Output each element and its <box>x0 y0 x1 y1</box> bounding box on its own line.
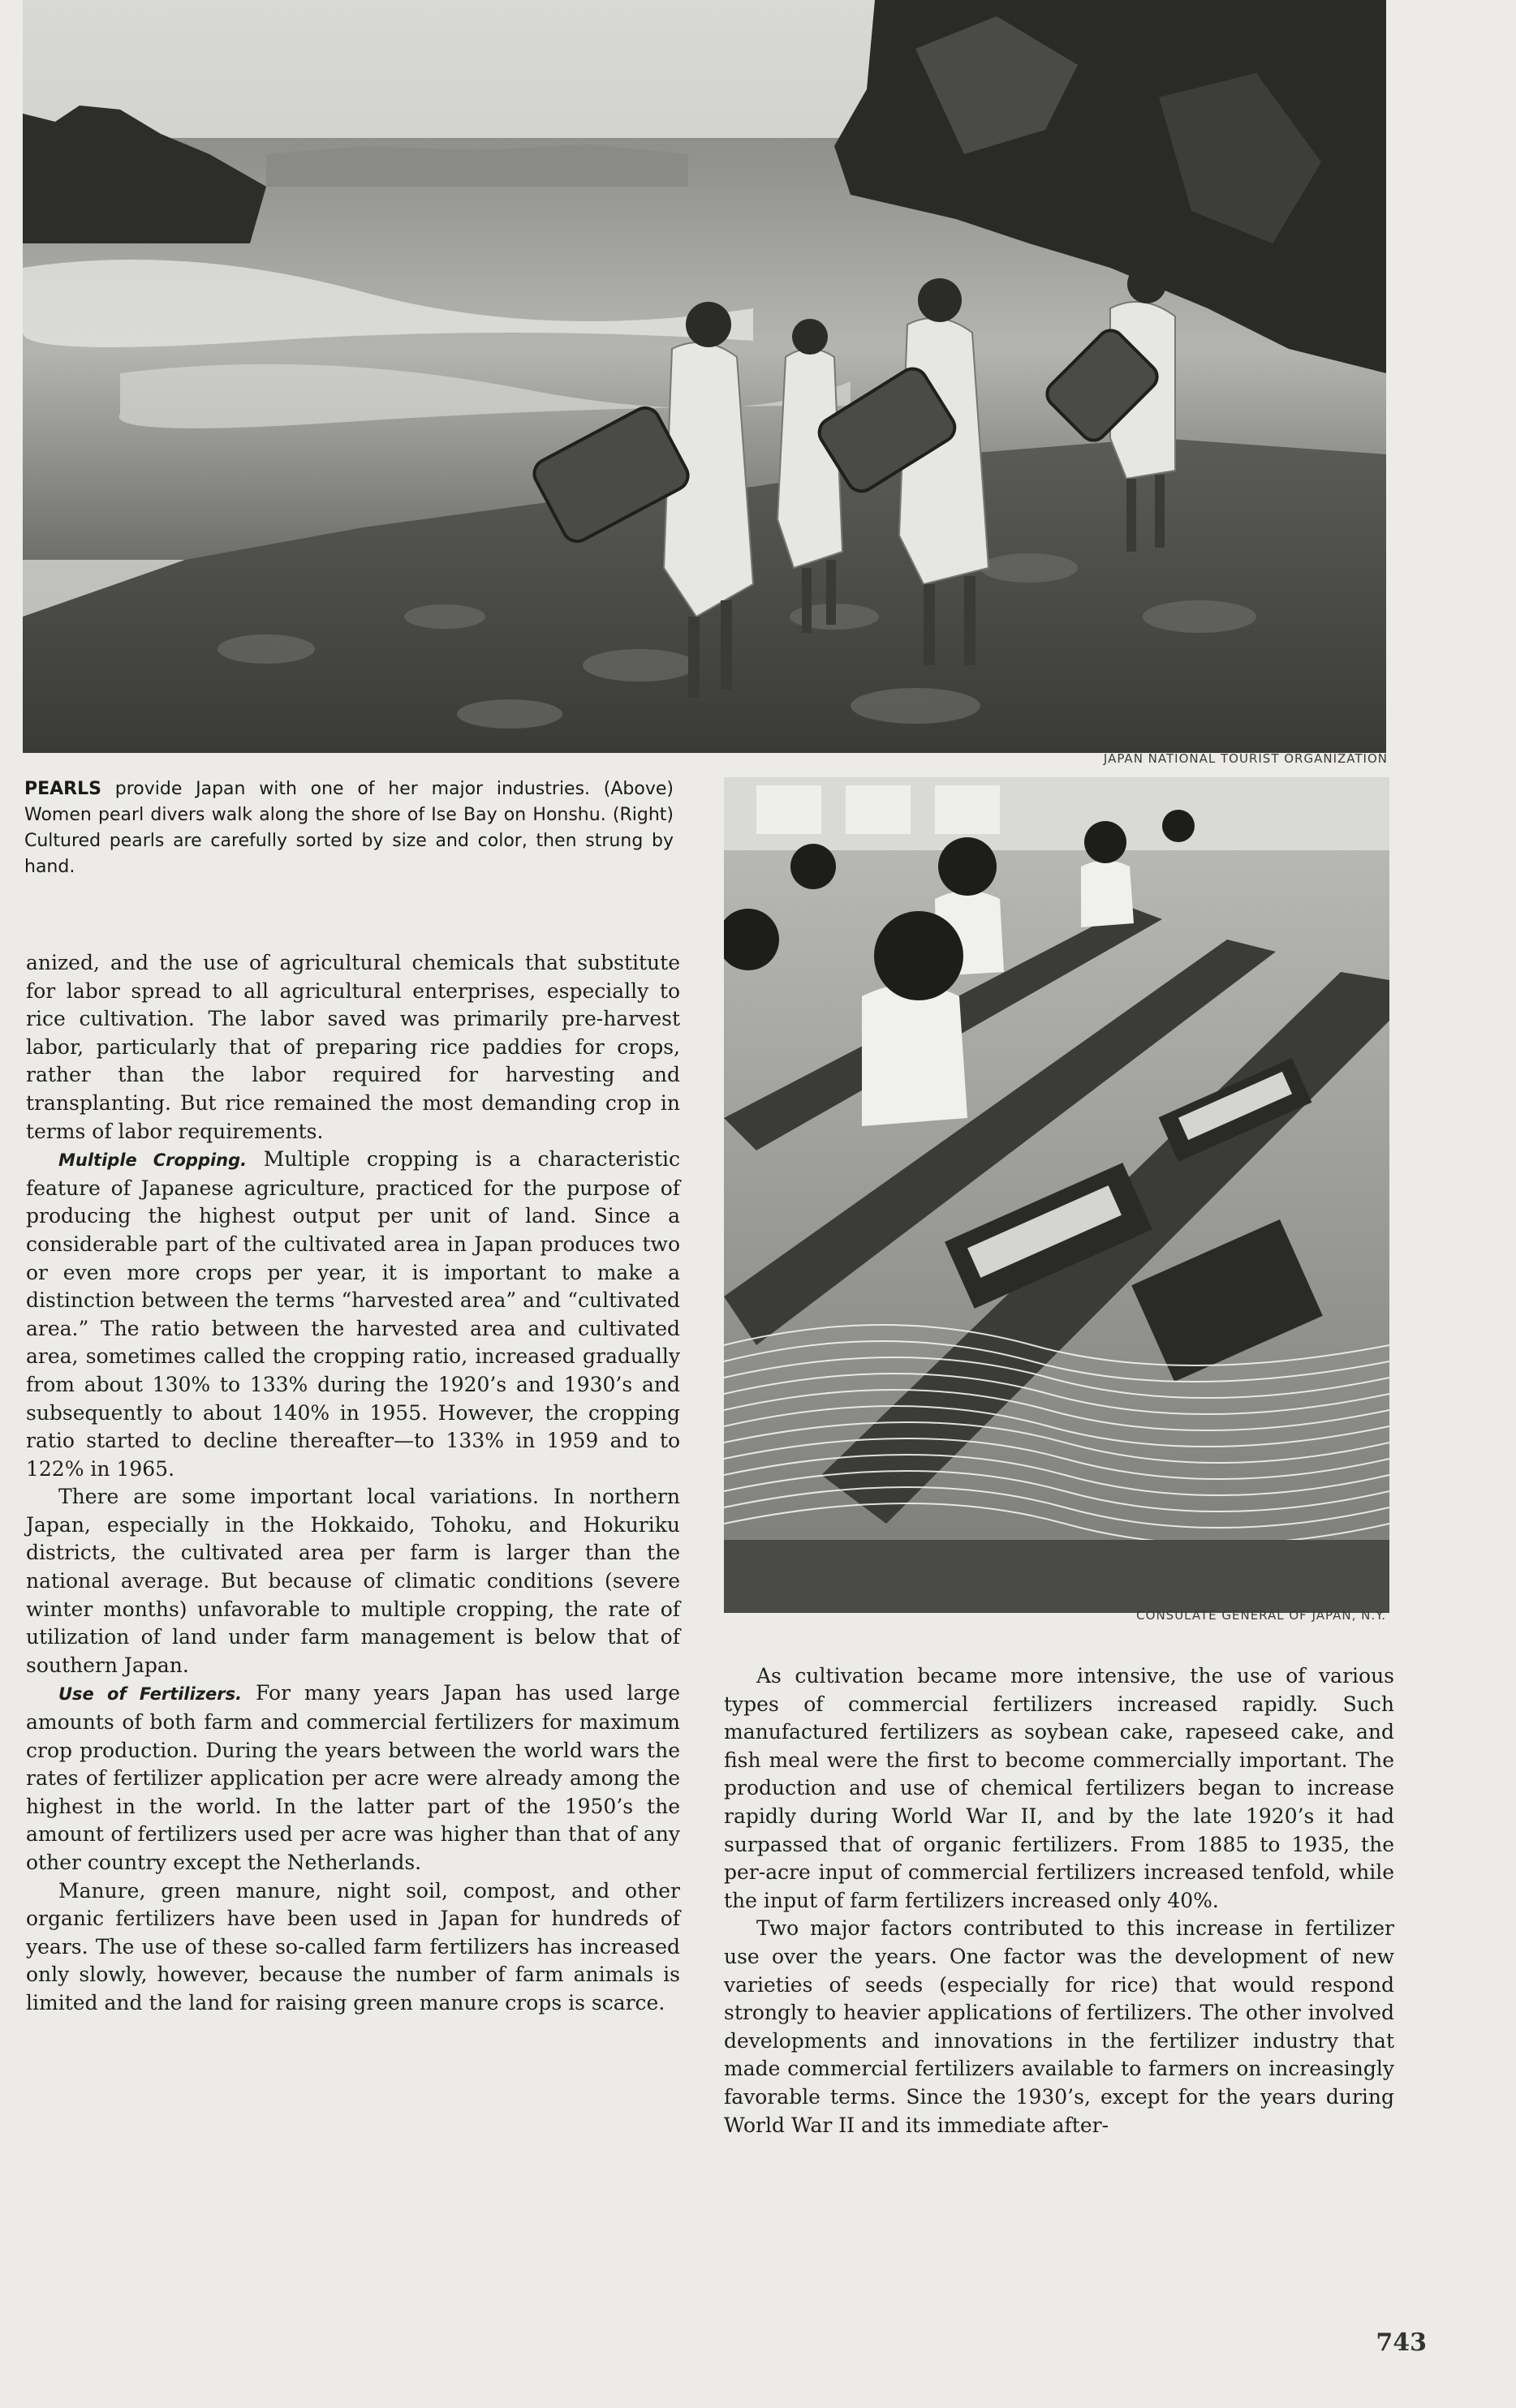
paragraph: As cultivation became more intensive, the use of various types of commercial fertilizers increased rapidly. Such manufactured fertilizers as soybean cake, rapeseed cake, and fish meal were the first to become commercially important. The production and use of chemical fertilizers began to increase rapidly during World War II, and by the late 1920’s it had surpassed that of organic fertilizers. From 1885 to 1935, the per-acre input of commercial fertilizers increased tenfold, while the input of farm fertilizers increased only 40%. <box>724 1664 1394 1912</box>
paragraph: Two major factors contributed to this increase in fertilizer use over the years. One factor was the development of new varieties of seeds (especially for rice) that would respond strongly to heavier applications of fertilizers. The other involved developments and innovations in the fertilizer industry that made commercial fertilizers available to farmers on increasingly favorable terms. Since the 1930’s, except for the years during World War II and its immediate after- <box>724 1916 1394 2137</box>
pearl-divers-photo <box>23 0 1386 753</box>
paragraph: anized, and the use of agricultural chemicals that substitute for labor spread to all agricultural enterprises, especially to rice cultivation. The labor saved was primarily pre-harvest labor, particularly that of preparing rice paddies for crops, rather than the labor required for harvesting and transplanting. But rice remained the most demanding crop in terms of labor requirements. <box>26 951 680 1143</box>
pearl-sorting-photo <box>724 777 1389 1613</box>
paragraph-text: For many years Japan has used large amounts of both farm and commercial fertilizers for maximum crop production. During the years between the world wars the rates of fertilizer application per acre were already among the highest in the world. In the latter part of the 1950’s the amount of fertilizers used per acre was higher than that of any other country except the Netherlands. <box>26 1681 680 1874</box>
paragraph <box>26 1146 680 1483</box>
figure-caption <box>24 776 674 880</box>
paragraph-text: Multiple cropping is a characteristic feature of Japanese agriculture, practiced for the purpose of producing the highest output per unit of land. Since a considerable part of the cultivated area in Japan produces two or even more crops per year, it is important to make a distinction between the terms “harvested area” and “cultivated area.” The ratio between the harvested area and cultivated area, sometimes called the cropping ratio, increased gradually from about 130% to 133% during the 1920’s and 1930’s and subsequently to about 140% in 1955. However, the cropping ratio started to decline thereafter—to 133% in 1959 and to 122% in 1965. <box>26 1147 680 1481</box>
subheading-use-of-fertilizers: Use of Fertilizers. <box>58 1684 243 1705</box>
page-number: 743 <box>1376 2328 1427 2357</box>
paragraph: There are some important local variations. In northern Japan, especially in the Hokkaido, Tohoku, and Hokuriku districts, the cultivated area per farm is larger than the national average. But because of climatic conditions (severe winter months) unfavorable to multiple cropping, the rate of utilization of land under farm management is below that of southern Japan. <box>26 1485 680 1677</box>
subheading-multiple-cropping: Multiple Cropping. <box>58 1150 248 1171</box>
paragraph <box>26 1679 680 1877</box>
caption-lead: PEARLS <box>24 779 101 799</box>
right-text-column <box>724 1662 1394 2139</box>
paragraph: Manure, green manure, night soil, compost, and other organic fertilizers have been used in Japan for hundreds of years. The use of these so-called farm fertilizers has increased only slowly, however, because the number of farm animals is limited and the land for raising green manure crops is scarce. <box>26 1878 680 2015</box>
left-text-column <box>26 949 680 2018</box>
top-photo-credit: JAPAN NATIONAL TOURIST ORGANIZATION <box>1103 751 1388 766</box>
caption-text: provide Japan with one of her major industries. (Above) Women pearl divers walk along the shore of Ise Bay on Honshu. (Right) Cultured pearls are carefully sorted by size and color, then strung by hand. <box>24 779 674 877</box>
right-photo-credit: CONSULATE GENERAL OF JAPAN, N.Y. <box>1136 1608 1386 1623</box>
